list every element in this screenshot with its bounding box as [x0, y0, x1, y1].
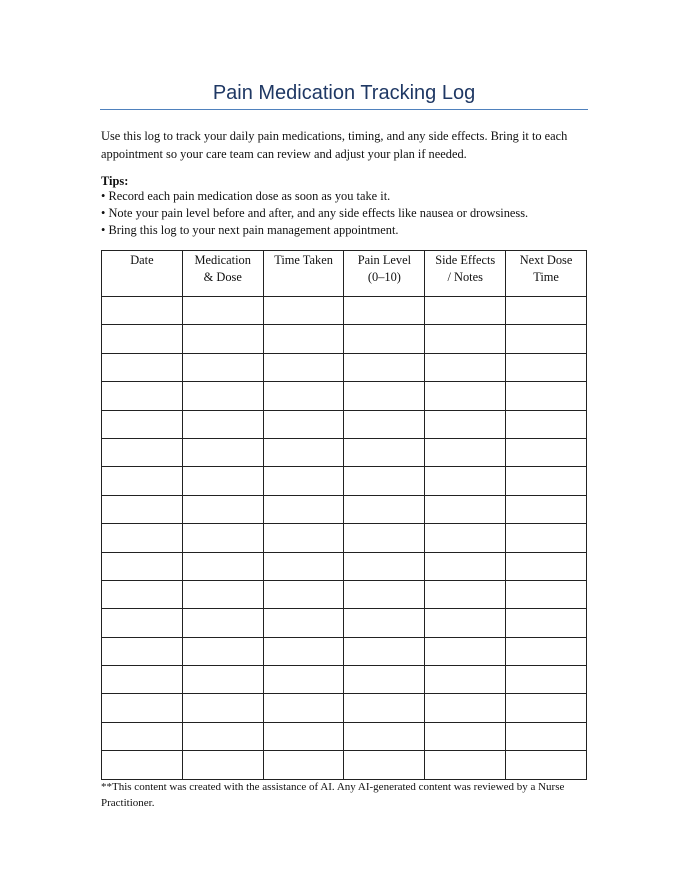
table-cell: [102, 666, 183, 694]
table-cell: [263, 722, 344, 750]
table-cell: [425, 438, 506, 466]
table-cell: [102, 552, 183, 580]
table-cell: [506, 722, 587, 750]
table-cell: [344, 580, 425, 608]
table-cell: [182, 524, 263, 552]
table-cell: [344, 382, 425, 410]
table-row: [102, 722, 587, 750]
table-cell: [506, 325, 587, 353]
table-cell: [102, 751, 183, 779]
table-cell: [263, 580, 344, 608]
table-cell: [425, 353, 506, 381]
table-cell: [263, 495, 344, 523]
table-cell: [102, 524, 183, 552]
tips-heading: Tips:: [101, 174, 129, 188]
table-cell: [263, 609, 344, 637]
column-header-date: Date: [102, 251, 183, 297]
column-header-medication-dose: Medication & Dose: [182, 251, 263, 297]
table-row: [102, 580, 587, 608]
table-cell: [102, 580, 183, 608]
table-cell: [182, 552, 263, 580]
table-cell: [344, 694, 425, 722]
table-cell: [506, 751, 587, 779]
table-cell: [263, 325, 344, 353]
table-row: [102, 297, 587, 325]
tips-list: [101, 188, 591, 240]
table-cell: [263, 353, 344, 381]
table-cell: [506, 495, 587, 523]
table-row: [102, 467, 587, 495]
table-cell: [263, 297, 344, 325]
table-cell: [506, 438, 587, 466]
table-cell: [344, 438, 425, 466]
table-body: [102, 297, 587, 780]
table-cell: [425, 297, 506, 325]
table-cell: [182, 297, 263, 325]
table-cell: [102, 694, 183, 722]
table-cell: [182, 751, 263, 779]
table-cell: [102, 609, 183, 637]
table-cell: [102, 325, 183, 353]
table-row: [102, 382, 587, 410]
table-cell: [425, 751, 506, 779]
table-cell: [425, 666, 506, 694]
column-header-time-taken: Time Taken: [263, 251, 344, 297]
table-cell: [102, 438, 183, 466]
intro-paragraph: Use this log to track your daily pain medications, timing, and any side effects. Bring it to each appointment so your care team can review and adjust your plan if needed.: [101, 129, 568, 161]
table-cell: [182, 694, 263, 722]
table-cell: [182, 495, 263, 523]
table-cell: [182, 637, 263, 665]
table-cell: [182, 609, 263, 637]
table-cell: [344, 410, 425, 438]
table-cell: [344, 495, 425, 523]
table-cell: [425, 609, 506, 637]
table-cell: [263, 694, 344, 722]
table-cell: [506, 524, 587, 552]
table-row: [102, 694, 587, 722]
table-row: [102, 438, 587, 466]
table-cell: [506, 382, 587, 410]
table-cell: [344, 467, 425, 495]
table-cell: [425, 552, 506, 580]
table-row: [102, 609, 587, 637]
table-cell: [506, 694, 587, 722]
table-cell: [344, 552, 425, 580]
table-cell: [506, 580, 587, 608]
column-header-next-dose-time: Next Dose Time: [506, 251, 587, 297]
table-cell: [102, 382, 183, 410]
table-cell: [102, 637, 183, 665]
table-cell: [506, 637, 587, 665]
table-cell: [182, 438, 263, 466]
table-cell: [344, 609, 425, 637]
table-cell: [102, 297, 183, 325]
table-cell: [425, 524, 506, 552]
table-cell: [506, 609, 587, 637]
table-cell: [102, 495, 183, 523]
table-cell: [344, 666, 425, 694]
table-cell: [344, 637, 425, 665]
table-cell: [425, 694, 506, 722]
page-title: Pain Medication Tracking Log: [212, 82, 476, 104]
table-cell: [344, 722, 425, 750]
table-row: [102, 410, 587, 438]
table-cell: [102, 467, 183, 495]
table-row: [102, 637, 587, 665]
table-cell: [425, 410, 506, 438]
table-cell: [344, 524, 425, 552]
table-cell: [425, 467, 506, 495]
table-cell: [182, 722, 263, 750]
table-cell: [506, 552, 587, 580]
table-cell: [263, 637, 344, 665]
table-cell: [102, 722, 183, 750]
table-cell: [182, 353, 263, 381]
table-cell: [182, 580, 263, 608]
table-cell: [425, 495, 506, 523]
table-cell: [263, 524, 344, 552]
table-row: [102, 524, 587, 552]
table-cell: [263, 666, 344, 694]
table-cell: [263, 467, 344, 495]
table-cell: [102, 353, 183, 381]
table-cell: [344, 325, 425, 353]
table-cell: [344, 353, 425, 381]
table-row: [102, 353, 587, 381]
tracking-log-table: [101, 250, 587, 780]
table-cell: [182, 666, 263, 694]
table-cell: [506, 467, 587, 495]
table-header-row: [102, 251, 587, 297]
column-header-side-effects-notes: Side Effects / Notes: [425, 251, 506, 297]
table-cell: [263, 751, 344, 779]
column-header-pain-level: Pain Level (0–10): [344, 251, 425, 297]
table-row: [102, 751, 587, 779]
table-cell: [182, 382, 263, 410]
table-cell: [425, 580, 506, 608]
table-cell: [182, 325, 263, 353]
table-cell: [425, 325, 506, 353]
table-cell: [263, 410, 344, 438]
table-row: [102, 552, 587, 580]
table-cell: [263, 382, 344, 410]
table-cell: [506, 353, 587, 381]
ai-disclaimer-footnote: **This content was created with the assistance of AI. Any AI-generated content was reviewed by a Nurse Practitioner.: [101, 781, 565, 809]
table-cell: [506, 297, 587, 325]
table-cell: [425, 722, 506, 750]
tip-item: • Bring this log to your next pain management appointment.: [101, 222, 591, 239]
table-cell: [263, 438, 344, 466]
table-cell: [182, 410, 263, 438]
table-cell: [102, 410, 183, 438]
table-cell: [344, 751, 425, 779]
table-cell: [425, 382, 506, 410]
table-cell: [506, 666, 587, 694]
table-cell: [263, 552, 344, 580]
tip-item: • Record each pain medication dose as soon as you take it.: [101, 188, 591, 205]
table-cell: [344, 297, 425, 325]
title-divider: [100, 109, 588, 110]
tip-item: • Note your pain level before and after, and any side effects like nausea or drowsiness.: [101, 205, 591, 222]
table-row: [102, 325, 587, 353]
table-cell: [182, 467, 263, 495]
table-row: [102, 666, 587, 694]
table-row: [102, 495, 587, 523]
table-cell: [425, 637, 506, 665]
table-cell: [506, 410, 587, 438]
